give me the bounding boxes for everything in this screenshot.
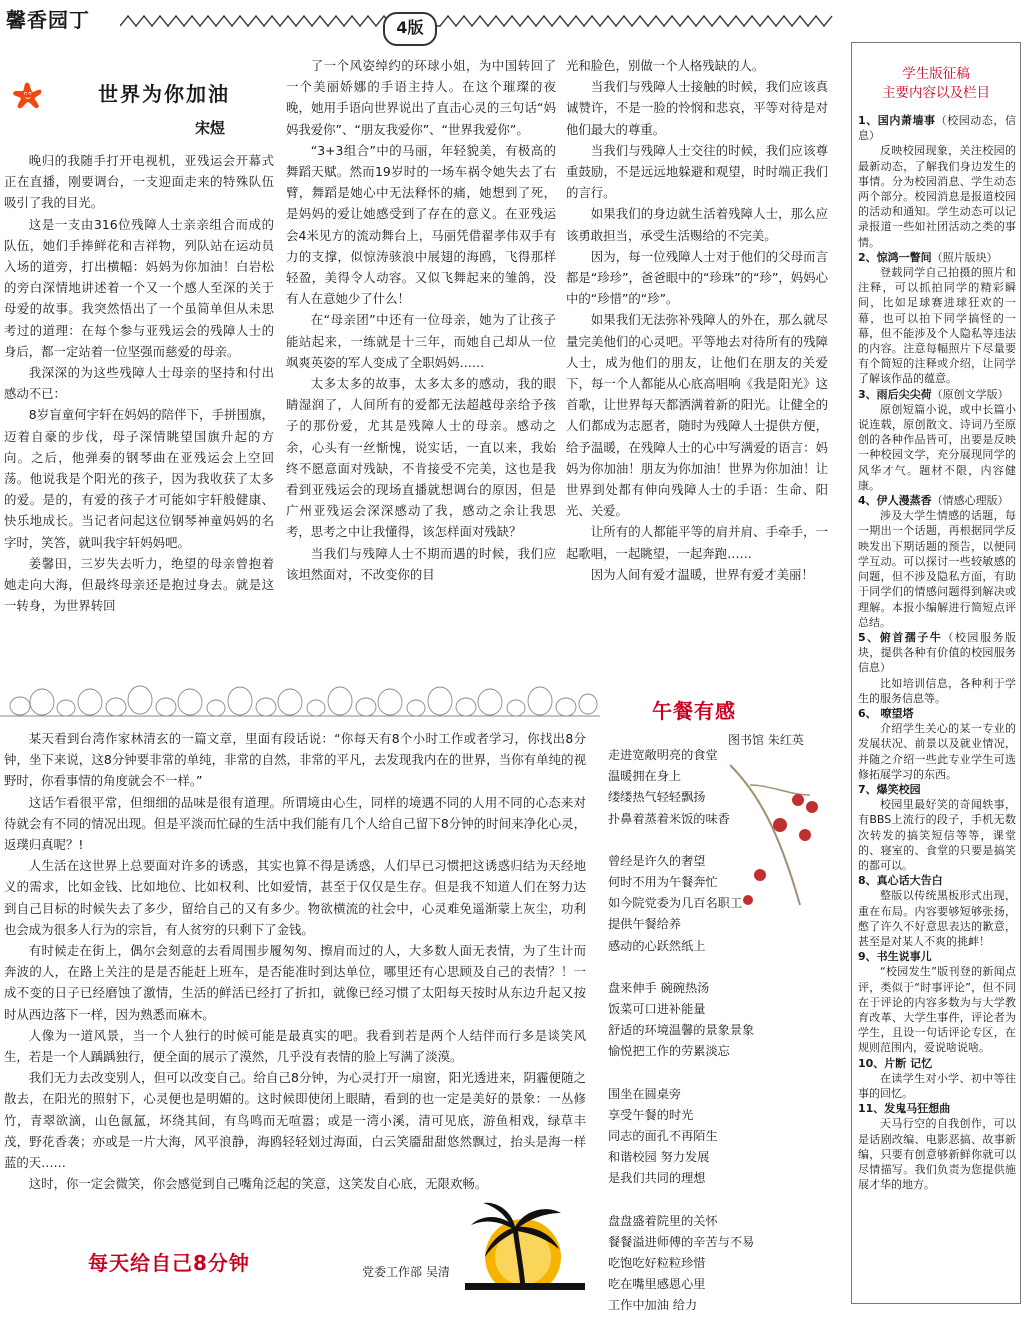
paper-name: 馨香园丁 — [6, 8, 90, 32]
article-title: 世界为你加油 — [98, 82, 230, 106]
article1-paragraph: 我深深的为这些残障人士母亲的坚持和付出感动不已： — [4, 365, 274, 402]
poem-stanza — [608, 851, 823, 957]
sidebar-column-note: （情感心理版） — [931, 494, 1009, 508]
sidebar-column-item — [858, 387, 1016, 402]
sidebar-column-name: 4、伊人漫蒸香 — [858, 494, 932, 508]
poem-line: 温暖拥在身上 — [608, 769, 682, 784]
poem-line: 盘盘盛着院里的关怀 — [608, 1213, 718, 1228]
article1-paragraph: 晚归的我随手打开电视机，亚残运会开幕式正在直播，刚要调台，一支迎面走来的特殊队伍吸引了我的目光。 — [4, 153, 274, 211]
sidebar-column-description: “校园发生”版刊登的新闻点评，类似于“时事评论”，但不同在于评论的内容多数为与大学教育改革、大学生事件，评论者为学生，且设一句话评论专区，在规则范围内，爱说啥说啥。 — [858, 965, 1016, 1055]
article1-column-1 — [4, 150, 274, 616]
poem-line: 同志的面孔不再陌生 — [608, 1129, 718, 1144]
article1-paragraph: 如果我们无法弥补残障人的外在，那么就尽量完美他们的心灵吧。平等地去对待所有的残障人士，成为他们的朋友，让他们在朋友的关爱下，每一个人都能从心底高唱响《我是阳光》这首歌，让世界每天都洒满着新的阳光。让健全的人们都成为志愿者，随时为残障人士提供方便，给予温暖，在残障人士的心中写满爱的语言：妈妈为你加油！朋友为你加油！世界为你加油！让世界到处都有伸向残障人士的手语：生命、阳光、关爱。 — [566, 312, 828, 519]
article1-paragraph: 当我们与残障人士不期而遇的时候，我们应该坦然面对，不改变你的目 — [286, 545, 556, 582]
sidebar-column-description: 比如培训信息，各种利于学生的服务信息等。 — [858, 676, 1016, 705]
poem-line: 感动的心跃然纸上 — [608, 938, 706, 953]
article2-paragraph: 这话乍看很平常，但细细的品味是很有道理。所谓境由心生，同样的境遇不同的人用不同的心态来对待就会有不同的情况出现。但是平淡而忙碌的生活中我们能有几个人给自己留下8分钟的时间来净化心灵，返璞归真呢？! — [4, 794, 586, 853]
article1-paragraph: 让所有的人都能平等的肩并肩、手牵手，一起歌唱，一起眺望，一起奔跑…… — [566, 524, 828, 561]
article2-paragraph: 人像为一道风景，当一个人独行的时候可能是最真实的吧。我看到若是两个人结伴而行多是谈笑风生，若是一个人踽踽独行，便全面的展示了漠然，几乎没有表情的脸上写满了淡漠。 — [4, 1027, 586, 1065]
article1-column-3 — [566, 55, 828, 585]
article1-paragraph: 太多太多的故事，太多太多的感动，我的眼睛湿润了，人间所有的爱都无法超越母亲给予孩子的那份爱，尤其是残障人士的母亲。感动之余，心头有一丝惭愧，说实话，一直以来，我始终不愿意面对残缺，不肯接受不完美，这也是我看到亚残运会的现场直播就想调台的原因，但是广州亚残运会深深感动了我，感动之余让我思考，思考之中让我懂得，该怎样面对残缺？ — [286, 376, 556, 540]
poem-line: 饭菜可口进补能量 — [608, 1002, 706, 1017]
article1-paragraph: 当我们与残障人士交往的时候，我们应该尊重鼓励，不是远远地躲避和观望，时时端正我们的言行。 — [566, 142, 828, 201]
article1-paragraph: 因为，每一位残障人士对于他们的父母而言都是“珍珍”，爸爸眼中的“珍珠”的“珍”，妈妈心中的“珍惜”的“珍”。 — [566, 248, 828, 307]
poem-line: 盘来伸手 碗碗热汤 — [608, 980, 710, 995]
poem-line: 吃饱吃好粒粒珍惜 — [608, 1256, 706, 1271]
article2-paragraph: 人生活在这世界上总要面对许多的诱惑，其实也算不得是诱惑，人们早已习惯把这诱惑归结为天经地义的需求，比如金钱、比如地位、比如权利、比如爱情，甚至于仅仅是生存。但是我不知道人们在努力达到自己目标的时候失去了多少，留给自己的又有多少。物欲横流的社会中，心灵难免遥渐蒙上灰尘，功利也会成为很多人行为的宗旨，有人贫穷的只剩下了金钱。 — [4, 858, 586, 937]
poem-line: 曾经是许久的奢望 — [608, 853, 706, 868]
sidebar-items — [852, 113, 1020, 1192]
tree-row-divider-decoration — [0, 682, 600, 722]
article2-paragraph: 这时，你一定会微笑，你会感觉到自己嘴角泛起的笑意，这笑发自心底，无限欢畅。 — [28, 1176, 488, 1192]
sidebar-column-description: 整版以传统黑板形式出现，重在布局。内容要够短够张扬，憋了许久不好意思表达的歉意，甚至是对某人不爽的挑衅！ — [858, 889, 1016, 948]
sidebar-column-name: 7、爆笑校园 — [858, 782, 921, 796]
sidebar-call-for-submissions — [851, 42, 1021, 1304]
sidebar-column-name: 11、发鬼马狂想曲 — [858, 1102, 951, 1116]
article1-paragraph: 这是一支由316位残障人士亲亲组合而成的队伍，她们手捧鲜花和吉祥物，列队站在运动员入场的道旁，打出横幅：妈妈为你加油！白岩松的旁白深情地讲述着一个又一个感人至深的关于母爱的故事。我突然悟出了一个虽简单但从未思考过的道理：在每个参与亚残运会的残障人士的身后，都一定站着一位坚强而慈爱的母亲。 — [4, 216, 274, 359]
poem-stanza — [608, 978, 823, 1063]
masthead — [0, 0, 840, 46]
article1-paragraph: 如果我们的身边就生活着残障人士，那么应该勇敢担当，承受生活赐给的不完美。 — [566, 206, 828, 243]
poem-stanza — [608, 1084, 823, 1190]
article2-title: 每天给自己8分钟 — [88, 1251, 250, 1275]
poem-line: 扑鼻着蒸着米饭的味香 — [608, 811, 730, 826]
sidebar-column-name: 5、俯首孺子牛 — [858, 630, 943, 644]
sidebar-column-item — [858, 250, 1016, 265]
sidebar-column-description: 登载同学自己拍摄的照片和注释，可以抓拍同学的精彩瞬间，比如足球赛进球狂欢的一幕，也可以拍下同学搞怪的一幕，但不能涉及个人隐私等违法的内容。注意每幅照片下尽量要有个简短的注释或介绍，让同学了解该作品的蕴意。 — [858, 266, 1016, 386]
sidebar-column-note: （照片版块） — [931, 250, 998, 264]
article-author: 宋煜 — [195, 119, 226, 137]
sidebar-column-note: （校园服务版块，提供各种有价值的校园服务信息） — [858, 630, 1017, 675]
sidebar-column-name: 2、惊鸿一瞥间 — [858, 250, 932, 264]
poem-line: 何时不用为午餐奔忙 — [608, 875, 718, 890]
poem-body — [608, 745, 823, 1338]
sidebar-column-note: （校园动态，信息） — [858, 114, 1016, 143]
sidebar-column-name: 6、 嘹望塔 — [858, 706, 914, 720]
poem-author: 图书馆 朱红英 — [728, 733, 804, 747]
sidebar-column-name: 10、片断 记忆 — [858, 1056, 933, 1070]
article2-author: 党委工作部 吴清 — [362, 1265, 450, 1279]
sidebar-heading — [852, 65, 1020, 103]
poem-stanza — [608, 1211, 823, 1317]
sidebar-column-description: 天马行空的自我创作，可以是话剧改编、电影恶搞、故事新编，只要有创意够新鲜你就可以尽情描写。我们负责为您提供施展才华的地方。 — [858, 1117, 1016, 1192]
article2-paragraph: 我们无力去改变别人，但可以改变自己。给自己8分钟，为心灵打开一扇窗，阳光透进来，阴霾便随之散去，在阳光的照射下，心灵便也是明媚的。这时候即使闭上眼睛，看到的也一定是美好的景象：一丛修竹，青翠欲滴，山色氤氲，坏绕其间，有鸟鸣而无喧嚣；或是一湾小溪，清可见底，游鱼相戏，绿草丰茂，野花香袭；亦或是一片大海，风平浪静，海鸥轻轻划过海面，白云笑靥甜甜悠然飘过，抬头是海一样蓝的天…… — [4, 1070, 586, 1171]
poem-line: 餐餐溢进师傅的辛苦与不易 — [608, 1234, 755, 1249]
poem-line: 如今院党委为几百名职工 — [608, 896, 743, 911]
sidebar-column-description: 涉及大学生情感的话题，每一期出一个话题，再根据同学反映发出下期话题的预告，以便同学互动。可以探讨一些较敏感的问题，但不涉及隐私方面，有助于同学们的情感问题得到解决或理解。本报小编解进行简短点评总结。 — [858, 509, 1016, 629]
article2-body — [4, 728, 586, 1194]
article1-paragraph: 8岁盲童何宇轩在妈妈的陪伴下，手拼围旗，迈着自豪的步伐，母子深情眺望国旗升起的方向。之后，他弹奏的钢琴曲在亚残运会上空回荡。他说我是个阳光的孩子，因为我收获了太多的爱。是的，有爱的孩子才可能如宇轩般健康、快乐地成长。当记者问起这位钢琴神童妈妈的名字时，笑答，就叫我宇轩妈妈吧。 — [4, 407, 274, 550]
sidebar-column-item — [858, 782, 1016, 797]
poem-line: 吃在嘴里感恩心里 — [608, 1277, 706, 1292]
sidebar-title-line-1: 学生版征稿 — [902, 66, 970, 82]
sidebar-column-note: （原创文学版） — [931, 387, 1009, 401]
article1-paragraph: 了一个风姿绰约的环球小姐，为中国转回了一个美丽娇娜的手语主持人。在这个璀璨的夜晚，她用手语向世界说出了直击心灵的三句话“妈妈我爱你”、“朋友我爱你”、“世界我爱你”。 — [286, 58, 556, 137]
article1-paragraph: 因为人间有爱才温暖，世界有爱才美丽！ — [590, 566, 814, 582]
sidebar-column-name: 9、书生说事儿 — [858, 950, 932, 964]
poem-stanza — [608, 745, 823, 830]
sidebar-column-item — [858, 493, 1016, 508]
sidebar-column-description: 介绍学生关心的某一专业的发展状况、前景以及就业情况，并随之介绍一些此专业学生可选修拓展学习的东西。 — [858, 722, 1016, 781]
sidebar-title-line-2: 主要内容以及栏目 — [882, 85, 990, 101]
sidebar-column-description: 原创短篇小说，或中长篇小说连载，原创散文、诗词乃至原创的各种作品皆可，出要是反映一种校园文学，充分展现同学的风华才气。题材不限，内容健康。 — [858, 402, 1016, 492]
article1-column-2 — [286, 55, 556, 585]
poem-line: 舒适的环境温馨的景象景象 — [608, 1023, 755, 1038]
palm-sunset-illustration — [465, 1195, 585, 1290]
poem-line: 围坐在圆桌旁 — [608, 1086, 682, 1101]
poem-line: 愉悦把工作的劳累淡忘 — [608, 1044, 730, 1059]
sidebar-column-description: 反映校园现象，关注校园的最新动态，了解我们身边发生的事情。分为校园消息、学生动态两个部分。校园消息是报道校园的活动和通知。学生动态可以记录报道一些如社团活动之类的事情。 — [858, 144, 1016, 249]
sidebar-column-item — [858, 113, 1016, 143]
article2-paragraph: 有时候走在街上，偶尔会刻意的去看周围步履匆匆、擦肩而过的人，大多数人面无表情，为了生计而奔波的人，在路上关注的是是否能赶上班车，是否能准时到达单位，哪里还有心思顾及自己的表情？！一成不变的日子已经磨蚀了激情，生活的鲜活已经打了折扣，就像已经习惯了太阳每天按时从东边升起又按时从西边落下一样，因为熟悉而麻木。 — [4, 943, 586, 1022]
sidebar-column-description: 在读学生对小学、初中等往事的回忆。 — [858, 1071, 1016, 1100]
poem-line: 缕缕热气轻轻飘扬 — [608, 790, 706, 805]
article2-paragraph: 某天看到台湾作家林清玄的一篇文章，里面有段话说：“你每天有8个小时工作或者学习，你找出8分钟，坐下来说，这8分钟要非常的单纯，非常的自然，非常的平凡，去发现我内在的世界，当你有单纯的视野时，你看事情的角度就会不一样。” — [4, 731, 586, 789]
poem-line: 享受午餐的时光 — [608, 1107, 694, 1122]
sidebar-column-name: 8、真心话大告白 — [858, 874, 943, 888]
sidebar-column-name: 3、雨后尖尖荷 — [858, 387, 932, 401]
poem-line: 提供午餐给养 — [608, 917, 682, 932]
sidebar-column-description: 校园里最好笑的奇闻轶事，有BBS上流行的段子，手机无数次转发的搞笑短信等等，课堂的、寝室的、食堂的只要是搞笑的都可以。 — [858, 798, 1016, 872]
edition-badge: 4版 — [383, 12, 437, 46]
sidebar-column-name: 1、国内萧墙事 — [858, 114, 936, 127]
article1-paragraph: 光和脸色，别做一个人格残缺的人。 — [566, 58, 765, 73]
poem-title: 午餐有感 — [652, 699, 736, 723]
article1-paragraph: 姜馨田，三岁失去听力，绝望的母亲曾抱着她走向大海，但最终母亲还是抱过身去。就是这一转身，为世界转回 — [4, 555, 274, 614]
poem-line: 走进宽敞明亮的食堂 — [608, 748, 718, 762]
sidebar-column-item — [858, 630, 1016, 676]
article1-paragraph: “3+3组合”中的马丽，年轻貌美，有极高的舞蹈天赋。然而19岁时的一场车祸令她失去了右臂，舞蹈是她心中无法释怀的痛，她想到了死，是妈妈的爱让她感受到了存在的意义。在亚残运会4米见方的流动舞台上，马丽凭借翟孝伟双手有力的支撑，似惊涛骇浪中展翅的海鸥，飞得那样轻盈，美得令人动容。又似飞舞起来的雏鸽，没有人在意她少了什么！ — [286, 142, 556, 307]
zigzag-border-decoration — [120, 14, 835, 28]
poem-line: 工作中加油 给力 — [608, 1298, 698, 1313]
sidebar-column-item — [858, 706, 1016, 721]
article1-paragraph: 在“母亲团”中还有一位母亲，她为了让孩子能站起来，一练就是十三年，而她自己却从一位飒爽英姿的军人变成了全职妈妈…… — [286, 312, 556, 370]
sidebar-column-item — [858, 873, 1016, 888]
star-character-illustration — [12, 58, 102, 138]
poem-line: 和谐校园 努力发展 — [608, 1150, 710, 1165]
sidebar-column-item — [858, 949, 1016, 964]
sidebar-column-item — [858, 1056, 1016, 1071]
article1-paragraph: 当我们与残障人士接触的时候，我们应该真诚赞许，不是一脸的怜悯和悲哀，平等对待是对他们最大的尊重。 — [566, 79, 828, 137]
poem-line: 是我们共同的理想 — [608, 1171, 706, 1186]
sidebar-column-item — [858, 1101, 1016, 1116]
